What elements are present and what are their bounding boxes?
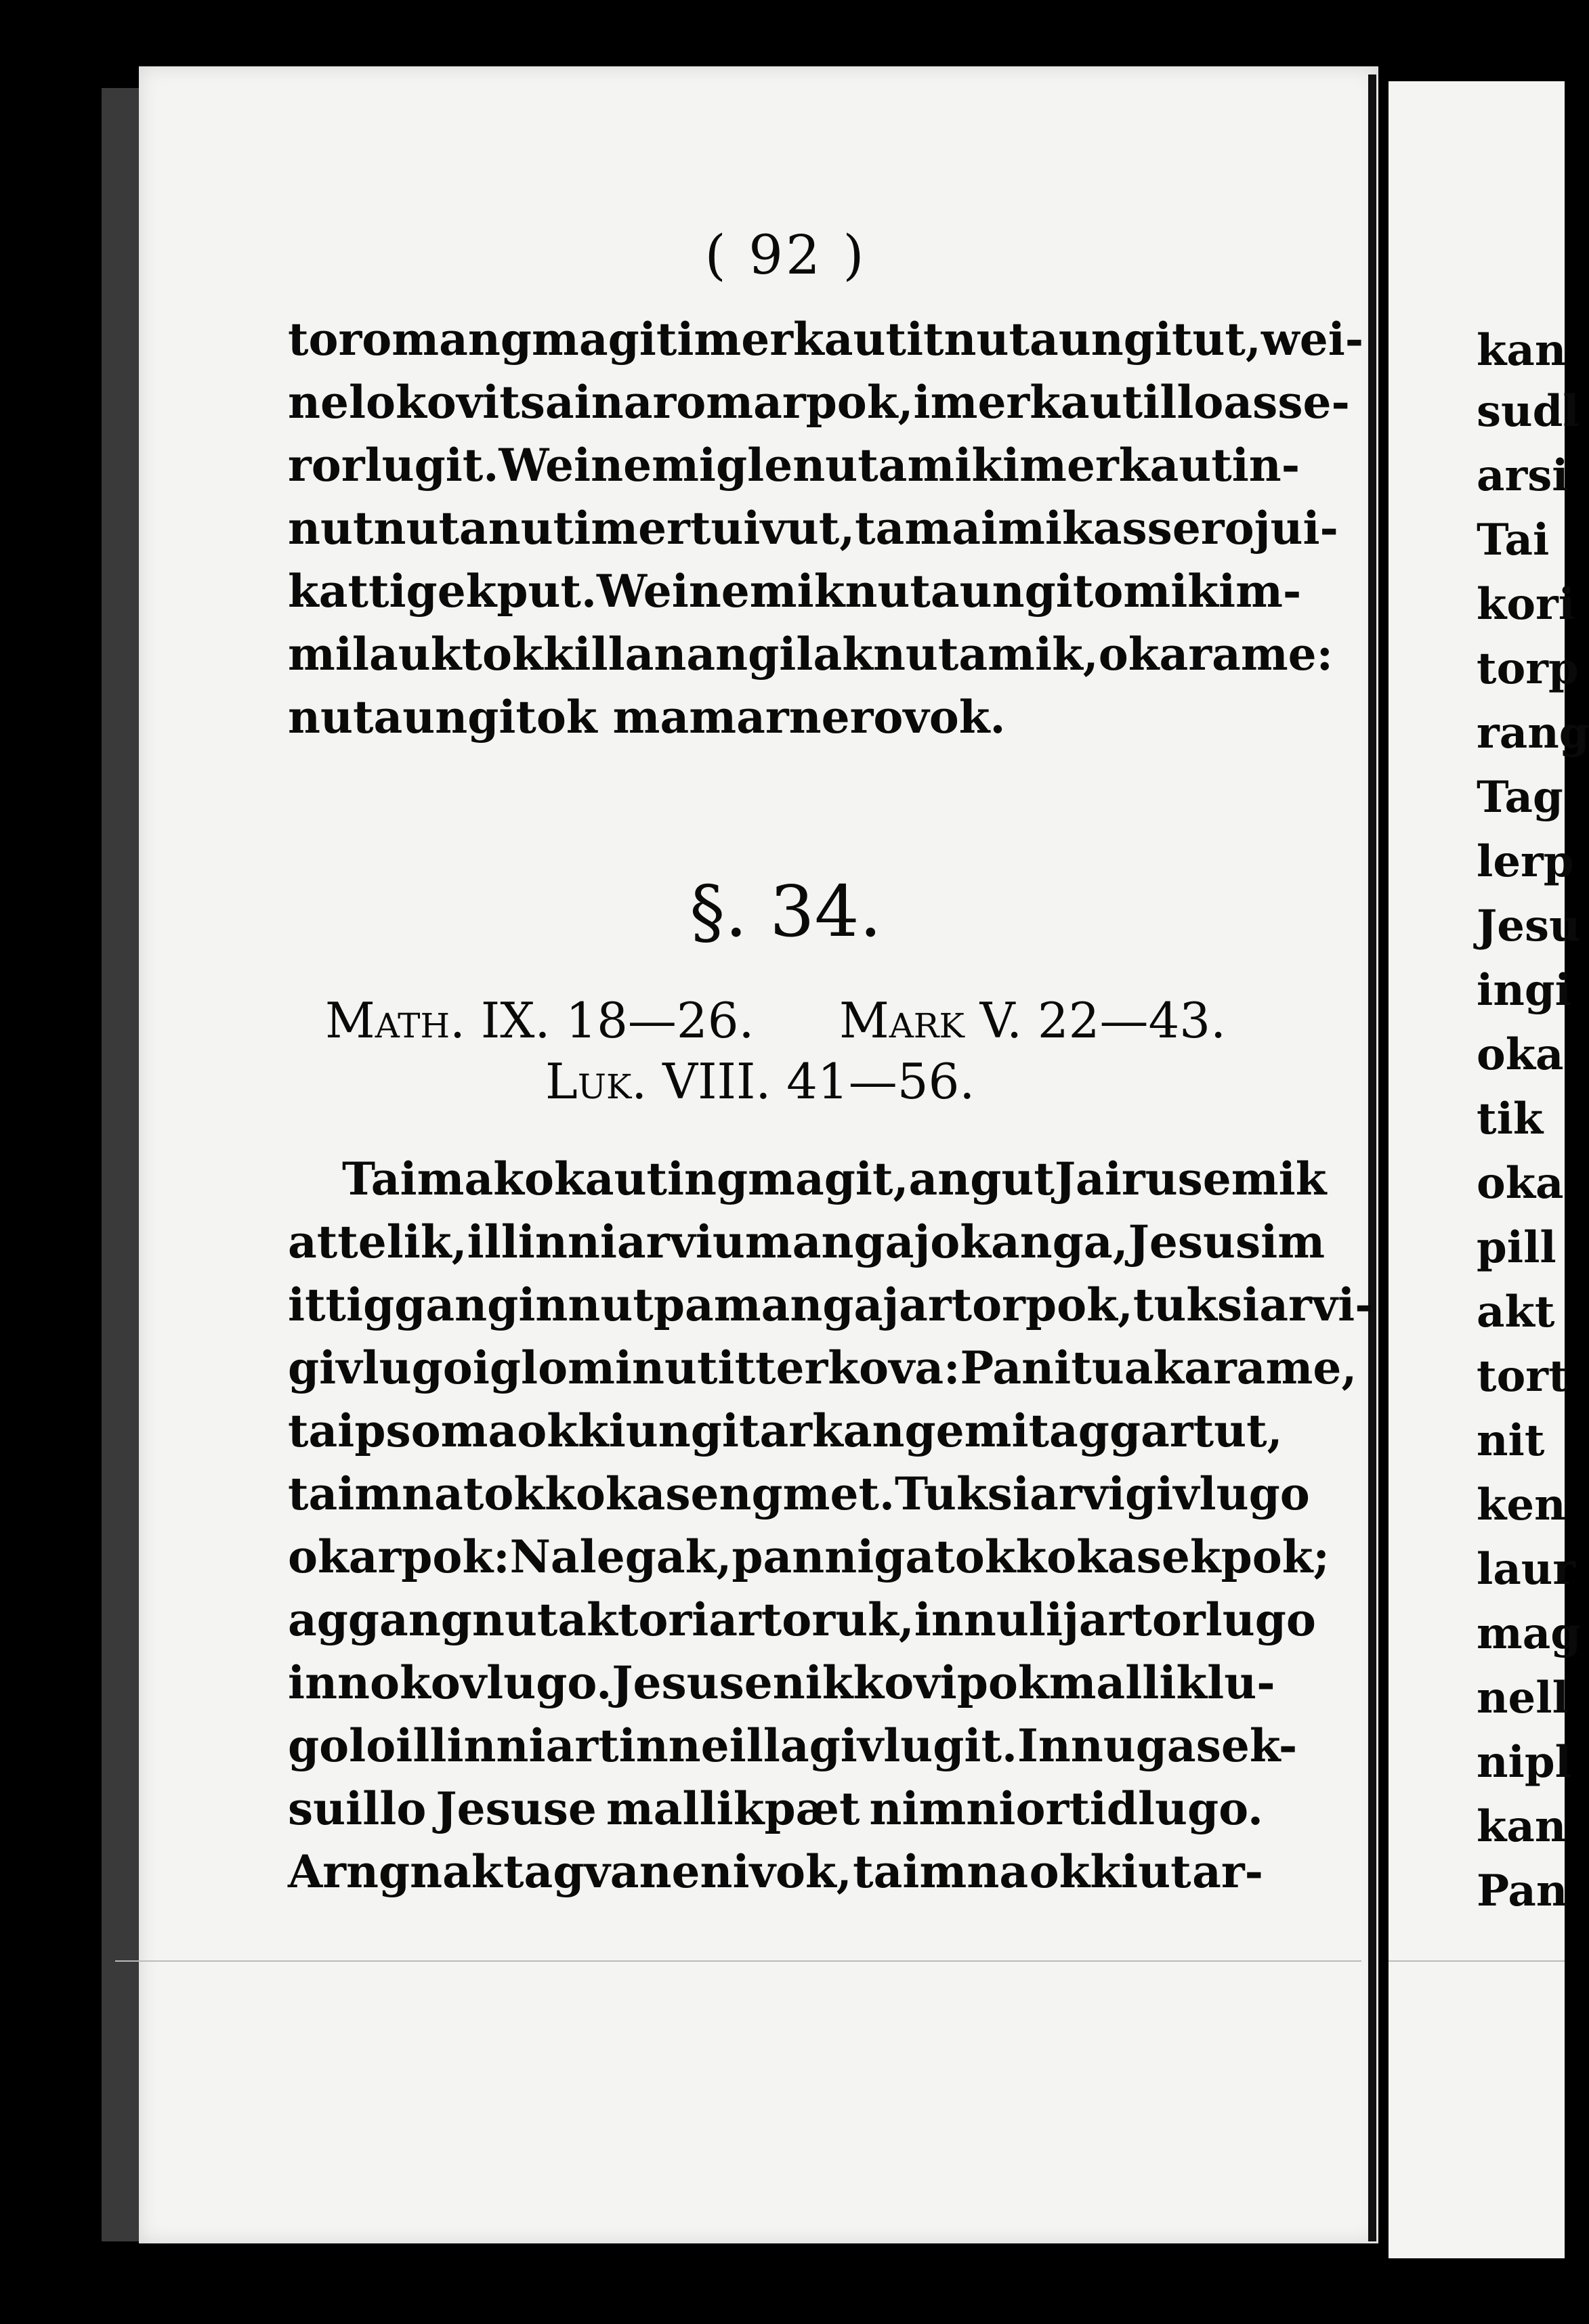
- right-fragment: rang: [1477, 708, 1589, 758]
- right-fragment: Tai: [1477, 515, 1550, 565]
- text-line: nutaungitok mamarnerovok.: [288, 691, 1006, 744]
- right-fragment: mag: [1477, 1608, 1581, 1659]
- page-bottom-rule: [115, 1960, 1361, 1962]
- scripture-references: [325, 992, 1226, 1049]
- text-line: okarpok: Nalegak, panniga tokkokasekpok;: [288, 1530, 1330, 1583]
- right-fragment: arsi: [1477, 450, 1569, 501]
- text-line: kattigekput. Weinemik nutaungitomik im-: [288, 565, 1302, 618]
- right-fragment: sudl: [1477, 386, 1580, 437]
- text-line: givlugo iglominut itterkova: Panituakarame,: [288, 1341, 1357, 1394]
- right-fragment: Tag: [1477, 772, 1563, 823]
- right-fragment: tort: [1477, 1351, 1569, 1402]
- right-fragment: kori: [1477, 579, 1575, 630]
- text-line: taipsoma okkiungit arkangemit aggartut,: [288, 1404, 1283, 1457]
- reference-luke: Luk. VIII. 41—56.: [545, 1053, 975, 1110]
- right-fragment: laur: [1477, 1544, 1576, 1595]
- right-fragment: ingi: [1477, 965, 1571, 1016]
- right-fragment: pill: [1477, 1222, 1556, 1273]
- paragraph-2: [288, 1148, 1374, 1903]
- paragraph-1: [288, 308, 1364, 749]
- right-fragment: nit: [1477, 1415, 1545, 1466]
- text-line: suillo Jesuse mallikpæt nimniortidlugo.: [288, 1782, 1263, 1835]
- right-fragment: ken: [1477, 1480, 1566, 1530]
- right-fragment: tik: [1477, 1094, 1544, 1144]
- text-line: toromangmagit imerkautit nutaungitut, wei-: [288, 313, 1364, 366]
- text-line: Arngnak tagvanenivok, taimna okkiut ar-: [288, 1845, 1263, 1898]
- right-fragment: akt: [1477, 1287, 1555, 1337]
- section-heading: §. 34.: [690, 870, 882, 953]
- text-line: milauktok killanangilak nutamik, okarame:: [288, 628, 1334, 681]
- right-fragment: nell: [1477, 1673, 1569, 1723]
- reference-matthew: Math. IX. 18—26.: [325, 992, 755, 1049]
- page-bottom-rule-right: [1389, 1960, 1565, 1962]
- right-fragment: kan: [1477, 1801, 1567, 1852]
- right-fragment: lerp: [1477, 836, 1574, 887]
- text-line: taimna tokkokasengmet. Tuksiarvigivlugo: [288, 1467, 1310, 1520]
- text-line: golo illinniartinne illagivlugit. Innugasek-: [288, 1719, 1298, 1772]
- text-line: nelo kovitsainaromarpok, imerkautillo asse-: [288, 376, 1350, 429]
- text-line: rorlugit. Weinemigle nutamik imerkautin-: [288, 439, 1300, 492]
- right-fragment: Jesu: [1477, 901, 1581, 951]
- page-number: ( 92 ): [704, 223, 867, 286]
- reference-mark: Mark V. 22—43.: [839, 992, 1226, 1049]
- text-line: aggangnut aktoriartoruk, innulijartorlugo: [288, 1593, 1316, 1646]
- right-fragment: nipl: [1477, 1737, 1571, 1788]
- text-line: innokovlugo. Jesuse nikkovipok malliklu-: [288, 1656, 1275, 1709]
- text-line: ittigganginnut pamangajartorpok, tuksiarvi-: [288, 1278, 1374, 1331]
- right-fragment: oka: [1477, 1029, 1564, 1080]
- text-line: Taimak okautingmagit, angut Jairusemik: [342, 1153, 1327, 1205]
- text-line: attelik, illinniarvium angajokanga, Jesusim: [288, 1215, 1326, 1268]
- right-fragment: Pan: [1477, 1866, 1568, 1916]
- text-line: nut nutanut imertuivut, tamaimik asserojui-: [288, 502, 1338, 555]
- right-fragment: kan: [1477, 325, 1567, 376]
- right-fragment: torp: [1477, 643, 1579, 694]
- book-gutter: [1368, 74, 1376, 2241]
- right-fragment: oka: [1477, 1158, 1564, 1209]
- page-edge-shadow: [102, 88, 139, 2241]
